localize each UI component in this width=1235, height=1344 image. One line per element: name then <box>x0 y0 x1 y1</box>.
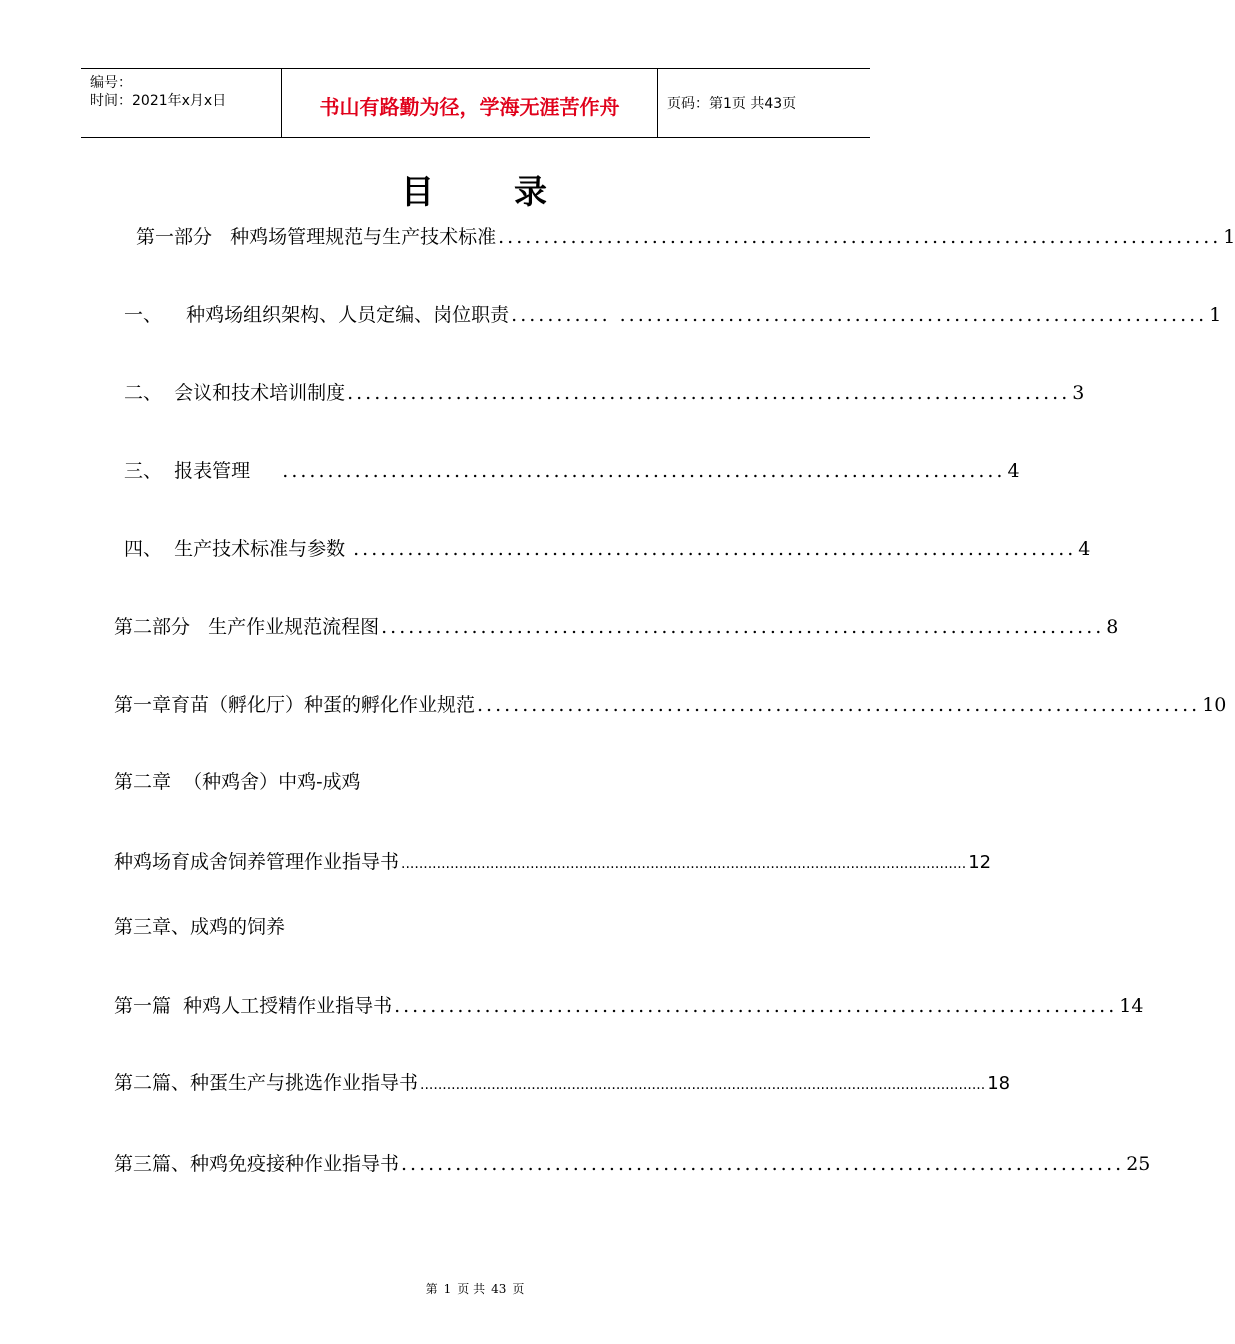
toc-entry-page: 3 <box>1072 382 1085 404</box>
toc-entry[interactable] <box>114 1068 1011 1098</box>
toc-entry-label: 二、 会议和技术培训制度 <box>124 382 346 404</box>
toc-entry[interactable] <box>114 991 1144 1021</box>
footer-middle: 页 共 <box>457 1282 486 1296</box>
toc-entry[interactable] <box>114 847 992 877</box>
title-part-2: 录 <box>514 172 549 211</box>
toc-leader: ........... ................................................................. <box>511 304 1208 326</box>
toc-leader: ................................................................................ <box>498 226 1222 248</box>
toc-leader: ................................................................................ <box>477 694 1201 716</box>
toc-entry-label: 第二篇、种蛋生产与挑选作业指导书 <box>114 1072 419 1094</box>
toc-entry[interactable] <box>124 534 1091 564</box>
header-right-cell <box>657 69 870 137</box>
footer-page-number: 1 <box>443 1282 452 1296</box>
toc-entry[interactable] <box>124 378 1085 408</box>
toc-entry-page: 4 <box>1078 538 1091 560</box>
toc-leader: ................................................................................ <box>394 995 1118 1017</box>
toc-leader: ................................................................................ <box>353 538 1077 560</box>
toc-entry-label: 第二部分 生产作业规范流程图 <box>114 616 380 638</box>
document-date-label: 时间：2021年x月x日 <box>90 93 227 109</box>
toc-entry-label: 第一章育苗（孵化厅）种蛋的孵化作业规范 <box>114 694 476 716</box>
header-motto: 书山有路勤为径，学海无涯苦作舟 <box>319 95 620 119</box>
toc-entry[interactable] <box>114 1149 1151 1179</box>
footer-total-pages: 43 <box>491 1282 507 1296</box>
header-left-cell <box>81 69 281 137</box>
toc-entry-label: 第三篇、种鸡免疫接种作业指导书 <box>114 1153 400 1175</box>
toc-entry-label: 一、 种鸡场组织架构、人员定编、岗位职责 <box>124 304 510 326</box>
toc-entry-page: 4 <box>1007 460 1020 482</box>
toc-entry[interactable] <box>114 690 1227 720</box>
toc-entry-page: 25 <box>1126 1153 1151 1175</box>
footer-prefix: 第 <box>425 1282 438 1296</box>
page-title <box>0 166 950 213</box>
footer-suffix: 页 <box>512 1282 525 1296</box>
toc-entry[interactable] <box>124 456 1020 486</box>
toc-entry-label: 三、 报表管理 <box>124 460 281 482</box>
toc-entry-page: 10 <box>1202 694 1227 716</box>
toc-chapter-heading: 第三章、成鸡的饲养 <box>114 916 286 938</box>
toc-leader: ................................................................................ <box>381 616 1105 638</box>
toc-entry[interactable] <box>114 612 1119 642</box>
toc-leader: ................................................................................ <box>401 1153 1125 1175</box>
toc-entry-page: 1 <box>1223 226 1235 248</box>
toc-entry-label: 第一篇 种鸡人工授精作业指导书 <box>114 995 393 1017</box>
toc-entry-label: 第一部分 种鸡场管理规范与生产技术标准 <box>136 226 497 248</box>
toc-leader: ................................................................................ <box>282 460 1006 482</box>
toc-leader: ............................................................................................................................... <box>401 856 967 872</box>
toc-entry-page: 18 <box>987 1073 1011 1094</box>
toc-chapter-heading: 第二章 （种鸡舍）中鸡-成鸡 <box>114 771 361 793</box>
header-page-info: 页码：第1页 共43页 <box>667 96 797 112</box>
page-header <box>81 68 870 138</box>
title-part-1: 目 <box>401 172 436 211</box>
toc-leader: ................................................................................ <box>347 382 1071 404</box>
toc-leader: ............................................................................................................................... <box>420 1077 986 1093</box>
toc-entry-page: 1 <box>1209 304 1222 326</box>
toc-entry-page: 14 <box>1119 995 1144 1017</box>
toc-entry[interactable] <box>124 300 1222 330</box>
toc-entry-page: 12 <box>968 852 992 873</box>
toc-entry-label: 四、 生产技术标准与参数 <box>124 538 352 560</box>
document-number-label: 编号： <box>90 75 132 91</box>
page-footer <box>0 1280 950 1297</box>
toc-entry[interactable] <box>136 222 1235 252</box>
toc-entry-page: 8 <box>1106 616 1119 638</box>
header-middle-cell <box>281 69 658 137</box>
toc-entry-label: 种鸡场育成舍饲养管理作业指导书 <box>114 851 400 873</box>
